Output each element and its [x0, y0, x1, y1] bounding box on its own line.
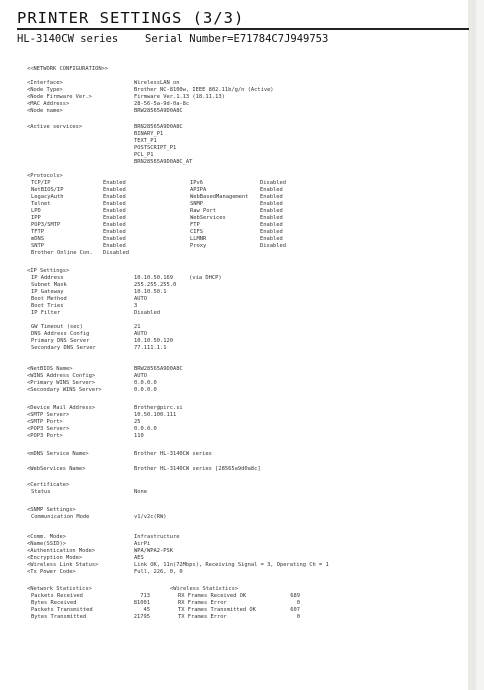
protocol-state: Enabled	[103, 215, 126, 221]
ip-setting-name: DNS Address Config	[31, 331, 90, 337]
ip-setting-name: Secondary DNS Server	[31, 345, 96, 351]
protocol-state: Enabled	[103, 180, 126, 186]
ip-setting-value: 21	[134, 324, 141, 330]
protocol-state: Enabled	[260, 215, 283, 221]
mail-address-label: <Device Mail Address>	[27, 405, 96, 411]
protocol-name: SNTP	[31, 243, 44, 249]
wins-config-value: AUTO	[134, 373, 147, 379]
protocol-state: Enabled	[260, 194, 283, 200]
wireless-stats-label: <Wireless Statistics>	[170, 586, 239, 592]
protocol-state: Enabled	[260, 208, 283, 214]
tx-power-value: Full, 226, 0, 0	[134, 569, 183, 575]
protocol-name: IPv6	[190, 180, 203, 186]
secondary-wins-label: <Secondary WINS Server>	[27, 387, 102, 393]
interface-value: WirelessLAN on	[134, 80, 180, 86]
title-rule	[17, 28, 469, 30]
protocol-name: mDNS	[31, 236, 44, 242]
protocol-state: Enabled	[103, 229, 126, 235]
mac-label: <MAC Address>	[27, 101, 70, 107]
netstat-value: 81001	[133, 600, 150, 606]
wstat-value: 0	[296, 614, 300, 620]
protocol-state: Disabled	[260, 243, 286, 249]
protocol-name: APIPA	[190, 187, 207, 193]
page-title: PRINTER SETTINGS (3/3)	[17, 9, 245, 27]
protocol-name: IPP	[31, 215, 41, 221]
protocol-state: Enabled	[260, 229, 283, 235]
ip-settings-label: <IP Settings>	[27, 268, 70, 274]
protocol-state: Enabled	[260, 201, 283, 207]
primary-wins-label: <Primary WINS Server>	[27, 380, 96, 386]
certificate-status-value: None	[134, 489, 147, 495]
netstat-name: Bytes Transmitted	[31, 614, 87, 620]
ssid-label: <Name(SSID)>	[27, 541, 66, 547]
protocol-name: LLMNR	[190, 236, 207, 242]
protocol-name: Telnet	[31, 201, 51, 207]
protocol-name: POP3/SMTP	[31, 222, 61, 228]
ip-setting-name: IP Address	[31, 275, 64, 281]
section-heading: <<NETWORK CONFIGURATION>>	[27, 66, 109, 72]
protocol-name: CIFS	[190, 229, 203, 235]
protocol-name: Raw Port	[190, 208, 216, 214]
protocol-state: Enabled	[103, 194, 126, 200]
auth-mode-label: <Authentication Mode>	[27, 548, 96, 554]
protocol-name: FTP	[190, 222, 200, 228]
wins-config-label: <WINS Address Config>	[27, 373, 96, 379]
firmware-label: <Node Firmware Ver.>	[27, 94, 92, 100]
ip-setting-name: GW Timeout (sec)	[31, 324, 83, 330]
link-status-value: Link OK, 11n(72Mbps), Receiving Signal = 3, Operating Ch = 1	[134, 562, 329, 568]
comm-mode-label: <Comm. Mode>	[27, 534, 66, 540]
node-name-value: BRW28565A9D0A8C	[134, 108, 183, 114]
smtp-server-value: 10.50.100.111	[134, 412, 177, 418]
service-item: TEXT_P1	[134, 138, 157, 144]
smtp-server-label: <SMTP Server>	[27, 412, 70, 418]
encryption-label: <Encryption Mode>	[27, 555, 83, 561]
ip-setting-value: 3	[134, 303, 138, 309]
service-item: PCL_P1	[134, 152, 154, 158]
mdns-value: Brother HL-3140CW series	[134, 451, 212, 457]
ip-setting-value: 10.10.50.120	[134, 338, 173, 344]
node-type-value: Brother NC-8100w, IEEE 802.11b/g/n (Active)	[134, 87, 274, 93]
snmp-label: <SNMP Settings>	[27, 507, 76, 513]
node-name-label: <Node name>	[27, 108, 63, 114]
wstat-value: 689	[290, 593, 300, 599]
netstat-name: Packets Transmitted	[31, 607, 93, 613]
netstat-name: Bytes Received	[31, 600, 77, 606]
mdns-label: <mDNS Service Name>	[27, 451, 89, 457]
protocol-state: Enabled	[103, 243, 126, 249]
ip-setting-name: IP Gateway	[31, 289, 64, 295]
ip-setting-name: Subnet Mask	[31, 282, 67, 288]
protocol-state: Enabled	[260, 187, 283, 193]
ip-setting-value: 255.255.255.0	[134, 282, 177, 288]
protocol-name: LegacyAuth	[31, 194, 64, 200]
protocol-name: TFTP	[31, 229, 44, 235]
secondary-wins-value: 0.0.0.0	[134, 387, 157, 393]
webservices-value: Brother HL-3140CW series [28565a9d0a8c]	[134, 466, 261, 472]
model-name: HL-3140CW series	[17, 33, 119, 45]
pop3-port-value: 110	[134, 433, 144, 439]
protocol-name: Brother Online Con.	[31, 250, 93, 256]
ip-setting-value: 10.10.50.169 (via DHCP)	[134, 275, 222, 281]
service-item: BINARY_P1	[134, 131, 164, 137]
ip-setting-value: AUTO	[134, 331, 147, 337]
protocol-name: NetBIOS/IP	[31, 187, 64, 193]
wstat-name: TX Frames Error	[178, 614, 227, 620]
netstat-name: Packets Received	[31, 593, 83, 599]
ip-setting-value: 10.10.50.1	[134, 289, 167, 295]
certificate-label: <Certificate>	[27, 482, 70, 488]
primary-wins-value: 0.0.0.0	[134, 380, 157, 386]
protocol-state: Enabled	[103, 208, 126, 214]
smtp-port-label: <SMTP Port>	[27, 419, 63, 425]
snmp-mode-label: Communication Mode	[31, 514, 90, 520]
netbios-label: <NetBIOS Name>	[27, 366, 73, 372]
netbios-value: BRW28565A9D0A8C	[134, 366, 183, 372]
snmp-mode-value: v1/v2c(RW)	[134, 514, 167, 520]
protocol-state: Enabled	[260, 222, 283, 228]
pop3-port-label: <POP3 Port>	[27, 433, 63, 439]
wstat-name: TX Frames Transmitted OK	[178, 607, 256, 613]
interface-label: <Interface>	[27, 80, 63, 86]
tx-power-label: <Tx Power Code>	[27, 569, 76, 575]
ip-setting-value: 77.111.1.1	[134, 345, 167, 351]
protocol-name: WebServices	[190, 215, 226, 221]
protocol-state: Disabled	[103, 250, 129, 256]
ssid-value: AirPi	[134, 541, 151, 547]
protocol-name: TCP/IP	[31, 180, 51, 186]
network-stats-label: <Network Statistics>	[27, 586, 92, 592]
wstat-value: 0	[296, 600, 300, 606]
services-label: <Active services>	[27, 124, 83, 130]
ip-setting-value: Disabled	[134, 310, 160, 316]
protocol-name: WebBasedManagement	[190, 194, 249, 200]
protocols-label: <Protocols>	[27, 173, 63, 179]
serial-number: Serial Number=E71784C7J949753	[145, 33, 329, 45]
ip-setting-name: Boot Method	[31, 296, 67, 302]
certificate-status-label: Status	[31, 489, 51, 495]
protocol-state: Enabled	[103, 201, 126, 207]
ip-setting-name: IP Filter	[31, 310, 61, 316]
auth-mode-value: WPA/WPA2-PSK	[134, 548, 173, 554]
wstat-name: RX Frames Error	[178, 600, 227, 606]
smtp-port-value: 25	[134, 419, 141, 425]
mac-value: 28-56-5a-9d-0a-8c	[134, 101, 190, 107]
protocol-state: Disabled	[260, 180, 286, 186]
ip-setting-name: Boot Tries	[31, 303, 64, 309]
protocol-state: Enabled	[103, 222, 126, 228]
pop3-server-value: 0.0.0.0	[134, 426, 157, 432]
protocol-state: Enabled	[103, 187, 126, 193]
netstat-value: 21795	[133, 614, 150, 620]
netstat-value: 45	[143, 607, 150, 613]
ip-setting-value: AUTO	[134, 296, 147, 302]
pop3-server-label: <POP3 Server>	[27, 426, 70, 432]
protocol-name: LPD	[31, 208, 41, 214]
encryption-value: AES	[134, 555, 144, 561]
protocol-state: Enabled	[260, 236, 283, 242]
service-item: POSTSCRIPT_P1	[134, 145, 177, 151]
protocol-name: Proxy	[190, 243, 207, 249]
wstat-name: RX Frames Received OK	[178, 593, 247, 599]
service-item: BRN28565A9D0A8C_AT	[134, 159, 193, 165]
protocol-state: Enabled	[103, 236, 126, 242]
protocol-name: SNMP	[190, 201, 203, 207]
paper-edge	[468, 0, 476, 690]
netstat-value: 713	[140, 593, 150, 599]
webservices-label: <WebServices Name>	[27, 466, 86, 472]
node-type-label: <Node Type>	[27, 87, 63, 93]
service-item: BRN28565A9D0A8C	[134, 124, 183, 130]
ip-setting-name: Primary DNS Server	[31, 338, 90, 344]
comm-mode-value: Infrastructure	[134, 534, 180, 540]
mail-address-value: Brother@pirc.si	[134, 405, 183, 411]
wstat-value: 607	[290, 607, 300, 613]
link-status-label: <Wireless Link Status>	[27, 562, 99, 568]
firmware-value: Firmware Ver.1.13 (18.11.13)	[134, 94, 225, 100]
